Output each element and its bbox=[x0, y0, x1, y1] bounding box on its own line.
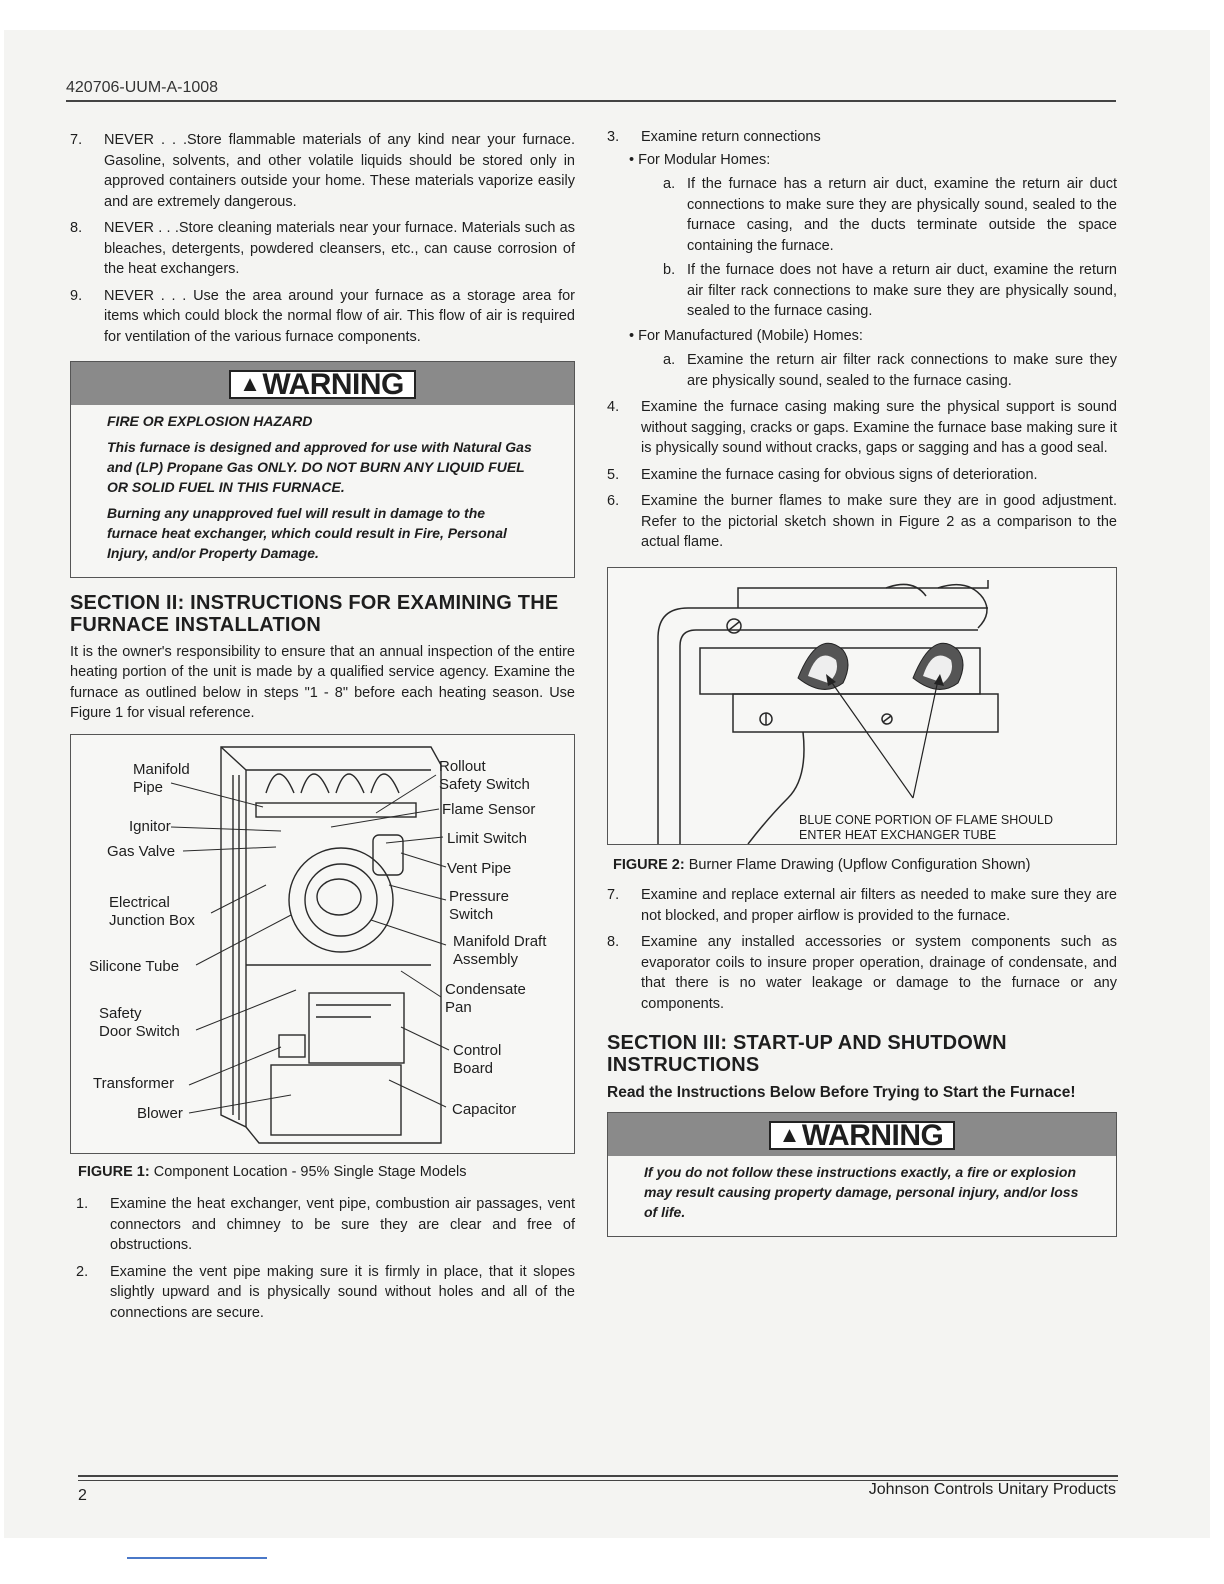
sub-item: a. Examine the return air filter rack connections to make sure they are physically sound, sealed to the furnace casing. bbox=[663, 352, 1117, 389]
section-heading: SECTION II: INSTRUCTIONS FOR EXAMINING THE FURNACE INSTALLATION bbox=[70, 591, 559, 636]
list-item: 5. Examine the furnace casing for obvious signs of deterioration. bbox=[607, 466, 1038, 483]
warning-triangle-icon: ▲ bbox=[239, 371, 261, 396]
decorative-underline bbox=[127, 1557, 267, 1559]
page-number: 2 bbox=[78, 1487, 87, 1504]
burner-flame-drawing bbox=[608, 568, 1114, 844]
list-item: 7. Examine and replace external air filters as needed to make sure they are not blocked, and proper airflow is provided to the furnace. bbox=[607, 887, 1117, 924]
flame-annotation: BLUE CONE PORTION OF FLAME SHOULD ENTER HEAT EXCHANGER TUBE bbox=[799, 812, 1053, 842]
figure-1-caption: FIGURE 1: Component Location - 95% Single Stage Models bbox=[78, 1163, 467, 1180]
condensate-pan-label: Condensate Pan bbox=[445, 980, 526, 1016]
flame-sensor-label: Flame Sensor bbox=[442, 800, 536, 818]
control-board-label: Control Board bbox=[453, 1041, 502, 1077]
startup-warning-box bbox=[607, 1112, 1117, 1237]
left-column bbox=[70, 130, 575, 1329]
figure-2-burner-flame bbox=[607, 567, 1117, 845]
company-name: Johnson Controls Unitary Products bbox=[868, 1481, 1116, 1498]
warning-text: Burning any unapproved fuel will result in damage to the furnace heat exchanger, which could result in Fire, Personal Injury, and/or Property Damage. bbox=[107, 504, 507, 561]
limit-switch-label: Limit Switch bbox=[447, 829, 528, 847]
list-item: 6. Examine the burner flames to make sure they are in good adjustment. Refer to the pictorial sketch shown in Figure 2 as a comparison to the actual flame. bbox=[607, 493, 1117, 550]
safety-door-switch-label: Safety Door Switch bbox=[99, 1004, 180, 1040]
figure-2-caption: FIGURE 2: Burner Flame Drawing (Upflow Configuration Shown) bbox=[613, 856, 1031, 873]
section-lead: Read the Instructions Below Before Trying to Start the Furnace! bbox=[607, 1084, 1076, 1101]
header-rule bbox=[66, 100, 1116, 102]
warning-text: If you do not follow these instructions exactly, a fire or explosion may result causing property damage, personal injury, and/or loss of life. bbox=[644, 1163, 1079, 1220]
warning-label: ▲WARNING bbox=[769, 1121, 956, 1150]
manifold-pipe-label: Manifold Pipe bbox=[133, 760, 190, 796]
rollout-safety-switch-label: Rollout Safety Switch bbox=[439, 757, 530, 793]
document-id: 420706-UUM-A-1008 bbox=[66, 79, 219, 96]
ignitor-label: Ignitor bbox=[129, 817, 171, 835]
warning-title: FIRE OR EXPLOSION HAZARD bbox=[107, 412, 313, 429]
right-column bbox=[607, 127, 1117, 1237]
list-item: 4. Examine the furnace casing making sure the physical support is sound without sagging, cracks or gaps. Examine the furnace base making sure it is physically sound without cracks, gaps or sagging and has a good seal. bbox=[607, 399, 1117, 456]
warning-text: This furnace is designed and approved for use with Natural Gas and (LP) Propane Gas ONLY. DO NOT BURN ANY LIQUID FUEL OR SOLID FUEL IN THIS FURNACE. bbox=[107, 438, 532, 495]
section-intro: It is the owner's responsibility to ensure that an annual inspection of the entire heating portion of the unit is made by a qualified service agency. Examine the furnace as outlined below in steps "1 - 8" before each heating season. Use Figure 1 for visual reference. bbox=[70, 643, 575, 721]
list-item: 3. Examine return connections bbox=[607, 129, 821, 145]
capacitor-label: Capacitor bbox=[452, 1100, 517, 1118]
fire-hazard-warning-box bbox=[70, 361, 575, 578]
pressure-switch-label: Pressure Switch bbox=[449, 887, 510, 923]
electrical-junction-box-label: Electrical Junction Box bbox=[109, 893, 195, 929]
warning-triangle-icon: ▲ bbox=[778, 1122, 800, 1147]
warning-label: ▲WARNING bbox=[229, 370, 416, 399]
vent-pipe-label: Vent Pipe bbox=[447, 859, 512, 877]
sub-item: b. If the furnace does not have a return air duct, examine the return air filter rack connections to make sure they are physically sound, sealed to the furnace casing. bbox=[663, 262, 1117, 319]
figure-1-component-location bbox=[70, 734, 575, 1154]
sub-bullet: • For Modular Homes: bbox=[629, 151, 771, 168]
section-heading: SECTION III: START-UP AND SHUTDOWN INSTRUCTIONS bbox=[607, 1032, 1007, 1076]
sub-bullet: • For Manufactured (Mobile) Homes: bbox=[629, 327, 863, 344]
list-item: 1. Examine the heat exchanger, vent pipe, combustion air passages, vent connectors and chimney to be sure they are clear and free of obstructions. bbox=[76, 1196, 575, 1253]
list-item: 7. NEVER . . .Store flammable materials of any kind near your furnace. Gasoline, solvents, and other volatile liquids should be stored only in approved containers outside your home. These materials vaporize easily and are extremely dangerous. bbox=[70, 132, 575, 210]
transformer-label: Transformer bbox=[93, 1074, 175, 1092]
gas-valve-label: Gas Valve bbox=[107, 842, 176, 860]
list-item: 8. Examine any installed accessories or system components such as evaporator coils to insure proper operation, drainage of condensate, and that there is no water leakage or damage to the furnace or any components. bbox=[607, 934, 1117, 1012]
list-item: 8. NEVER . . .Store cleaning materials near your furnace. Materials such as bleaches, detergents, powdered cleansers, etc., can cause corrosion of the heat exchangers. bbox=[70, 220, 575, 277]
list-item: 2. Examine the vent pipe making sure it is firmly in place, that it slopes slightly upward and is physically sound without holes and all of the connections are secure. bbox=[76, 1263, 575, 1321]
manifold-draft-assembly-label: Manifold Draft Assembly bbox=[453, 932, 547, 968]
footer-rule bbox=[78, 1475, 1118, 1477]
list-item: 9. NEVER . . . Use the area around your furnace as a storage area for items which could block the normal flow of air. This flow of air is required for ventilation of the various furnace components. bbox=[70, 287, 575, 345]
blower-label: Blower bbox=[137, 1104, 183, 1122]
silicone-tube-label: Silicone Tube bbox=[89, 957, 180, 975]
sub-item: a. If the furnace has a return air duct, examine the return air duct connections to make sure they are physically sound, sealed to the furnace casing, and the ducts terminate outside the space containing the furnace. bbox=[663, 176, 1117, 254]
